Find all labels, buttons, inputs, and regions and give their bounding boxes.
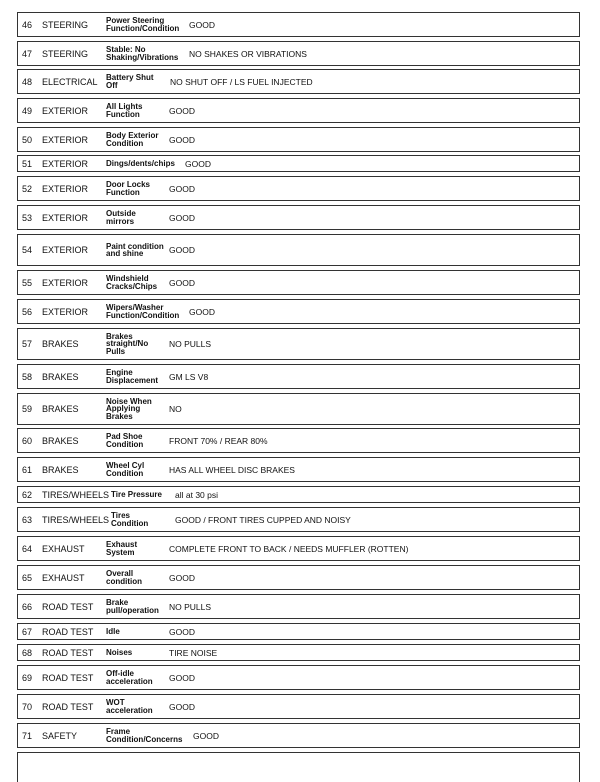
row-category: TIRES/WHEELS (42, 514, 110, 525)
row-item: Tire Pressure (111, 489, 162, 499)
row-category: EXTERIOR (42, 212, 89, 223)
table-row (17, 507, 580, 532)
row-item: Windshield Cracks/Chips (106, 274, 158, 291)
row-number: 51 (22, 158, 33, 169)
row-category: ROAD TEST (42, 647, 94, 658)
row-item: Wheel Cyl Condition (106, 461, 145, 478)
row-result: GOOD (169, 277, 195, 288)
row-number: 68 (22, 647, 33, 658)
row-number: 58 (22, 371, 33, 382)
table-row (17, 594, 580, 619)
table-row (17, 176, 580, 201)
row-number: 71 (22, 730, 33, 741)
row-result: NO (169, 404, 182, 414)
table-row (17, 536, 580, 561)
table-row (17, 623, 580, 640)
row-item: Off-idle acceleration (106, 669, 153, 686)
row-number: 56 (22, 306, 33, 317)
row-number: 50 (22, 134, 33, 145)
row-result: NO SHUT OFF / LS FUEL INJECTED (170, 76, 313, 87)
table-row (17, 565, 580, 590)
row-item: Power Steering Function/Condition (106, 16, 180, 33)
row-number: 69 (22, 672, 33, 683)
row-result: GOOD (169, 183, 195, 194)
table-row (17, 127, 580, 152)
row-result: FRONT 70% / REAR 80% (169, 435, 268, 446)
table-row (17, 205, 580, 230)
row-category: EXTERIOR (42, 134, 89, 145)
row-result: GOOD / FRONT TIRES CUPPED AND NOISY (175, 514, 351, 525)
row-item: Body Exterior Condition (106, 131, 159, 148)
row-number: 48 (22, 76, 33, 87)
row-item: Outside mirrors (106, 209, 136, 226)
table-row (17, 486, 580, 503)
row-result: NO SHAKES OR VIBRATIONS (189, 48, 307, 59)
row-result: COMPLETE FRONT TO BACK / NEEDS MUFFLER (ROTTEN) (169, 543, 409, 554)
row-item: Exhaust System (106, 540, 138, 557)
table-row (17, 270, 580, 295)
row-category: STEERING (42, 19, 89, 30)
table-row (17, 12, 580, 37)
table-row (17, 644, 580, 661)
table-row (17, 364, 580, 389)
row-category: ROAD TEST (42, 626, 94, 637)
row-result: GOOD (169, 672, 195, 683)
table-row (17, 457, 580, 482)
row-category: STEERING (42, 48, 89, 59)
row-category: ROAD TEST (42, 601, 94, 612)
table-row (17, 723, 580, 748)
row-number: 52 (22, 183, 33, 194)
row-result: GOOD (189, 19, 215, 30)
row-number: 46 (22, 19, 33, 30)
row-category: BRAKES (42, 464, 79, 475)
row-number: 60 (22, 435, 33, 446)
row-item: Overall condition (106, 569, 142, 586)
row-item: Dings/dents/chips (106, 158, 175, 168)
row-number: 63 (22, 514, 33, 525)
row-category: BRAKES (42, 404, 79, 414)
row-number: 62 (22, 489, 33, 500)
table-row (17, 98, 580, 123)
row-item: Stable: No Shaking/Vibrations (106, 45, 179, 62)
row-result: GOOD (169, 245, 195, 255)
row-item: WOT acceleration (106, 698, 153, 715)
row-category: EXTERIOR (42, 245, 89, 255)
row-result: TIRE NOISE (169, 647, 218, 658)
row-item: Brakes straight/No Pulls (106, 331, 149, 356)
row-item: Noise When Applying Brakes (106, 396, 152, 421)
row-item: Wipers/Washer Function/Condition (106, 303, 180, 320)
row-number: 66 (22, 601, 33, 612)
row-category: BRAKES (42, 371, 79, 382)
row-result: all at 30 psi (175, 489, 218, 500)
row-number: 59 (22, 404, 33, 414)
row-category: EXTERIOR (42, 183, 89, 194)
row-item: All Lights Function (106, 102, 143, 119)
row-result: NO PULLS (169, 601, 212, 612)
row-number: 64 (22, 543, 33, 554)
table-row-partial (17, 752, 580, 782)
row-category: ELECTRICAL (42, 76, 98, 87)
row-number: 54 (22, 245, 33, 255)
row-category: TIRES/WHEELS (42, 489, 110, 500)
row-result: GOOD (169, 134, 195, 145)
row-result: HAS ALL WHEEL DISC BRAKES (169, 464, 295, 475)
row-category: SAFETY (42, 730, 78, 741)
row-result: GM LS V8 (169, 371, 209, 382)
row-result: GOOD (193, 730, 219, 741)
row-result: GOOD (189, 306, 215, 317)
row-category: ROAD TEST (42, 701, 94, 712)
row-item: Brake pull/operation (106, 598, 159, 615)
row-category: EXHAUST (42, 572, 85, 583)
row-result: GOOD (169, 572, 195, 583)
row-result: NO PULLS (169, 339, 212, 349)
row-result: GOOD (169, 105, 195, 116)
row-category: BRAKES (42, 339, 79, 349)
row-number: 47 (22, 48, 33, 59)
table-row (17, 41, 580, 66)
row-item: Noises (106, 647, 133, 657)
row-category: EXTERIOR (42, 105, 89, 116)
table-row (17, 393, 580, 425)
row-item: Tires Condition (111, 511, 149, 528)
row-item: Frame Condition/Concerns (106, 727, 183, 744)
row-result: GOOD (169, 212, 195, 223)
table-row (17, 69, 580, 94)
table-row (17, 328, 580, 360)
row-category: EXHAUST (42, 543, 85, 554)
row-number: 57 (22, 339, 33, 349)
table-row (17, 428, 580, 453)
table-row (17, 665, 580, 690)
table-row (17, 694, 580, 719)
row-item: Engine Displacement (106, 368, 159, 385)
row-category: EXTERIOR (42, 306, 89, 317)
row-category: BRAKES (42, 435, 79, 446)
row-item: Paint condition and shine (106, 241, 164, 258)
row-item: Pad Shoe Condition (106, 432, 144, 449)
table-row (17, 234, 580, 266)
table-row (17, 155, 580, 172)
row-number: 65 (22, 572, 33, 583)
row-category: EXTERIOR (42, 277, 89, 288)
row-item: Idle (106, 626, 120, 636)
row-category: ROAD TEST (42, 672, 94, 683)
row-result: GOOD (169, 701, 195, 712)
row-number: 49 (22, 105, 33, 116)
row-result: GOOD (169, 626, 195, 637)
row-item: Door Locks Function (106, 180, 151, 197)
row-item: Battery Shut Off (106, 73, 154, 90)
row-number: 55 (22, 277, 33, 288)
row-category: EXTERIOR (42, 158, 89, 169)
row-number: 70 (22, 701, 33, 712)
row-result: GOOD (185, 158, 211, 169)
row-number: 53 (22, 212, 33, 223)
table-row (17, 299, 580, 324)
row-number: 61 (22, 464, 33, 475)
row-number: 67 (22, 626, 33, 637)
